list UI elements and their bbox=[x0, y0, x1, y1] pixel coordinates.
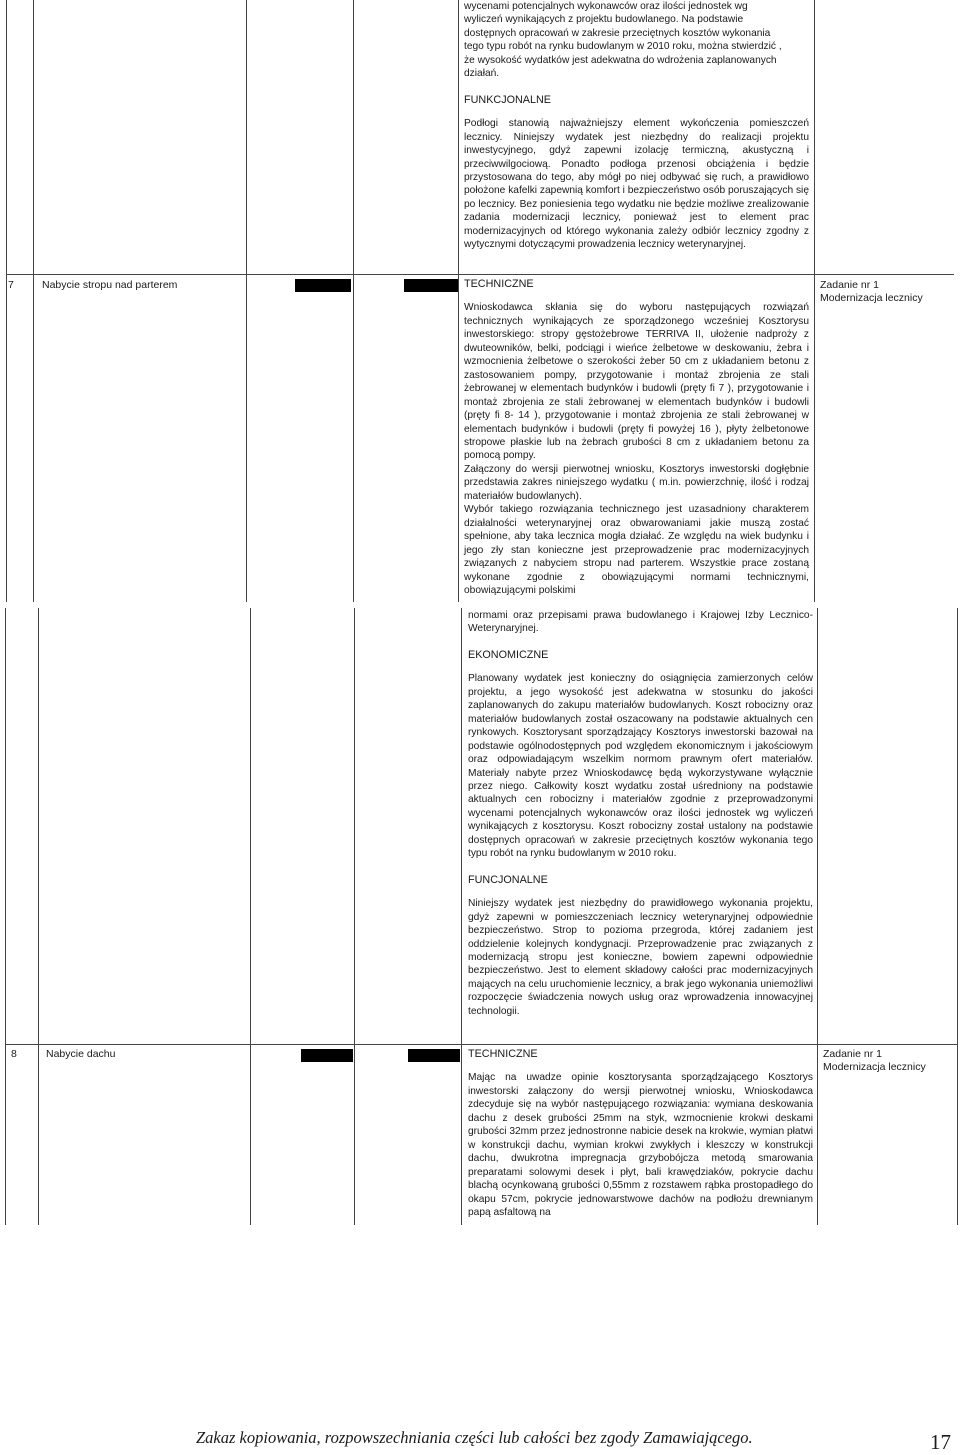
section-text: Wybór takiego rozwiązania technicznego jest uzasadniony charakterem działalności weterynaryjnej oraz obwarowaniami jakie muszą zostać spełnione, aby taka lecznica mogła działać. Ze względu na wiek budynku i jego zły stan konieczne jest przeprowadzenie prac modernizacyjnych związanych z nabyciem stropu nad parterem. Wszystkie prace zostaną wykonane zgodnie z obowiązującymi normami technicznymi, obowiązującymi polskimi bbox=[464, 504, 809, 596]
section-text: Wnioskodawca skłania się do wyboru następujących rozwiązań technicznych wynikających ze sporządzonego wcześniej Kosztorysu inwestorskiego: stropy gęstożebrowe TERRIVA II, ułożenie nadproży z dwuteowników, belki, podciągi i wieńce żelbetowe w deskowaniu, żebra i wzmocnienia żelbetowe o szerokości żeber 50 cm z układaniem betonu z zastosowaniem pompy, przygotowanie i montaż zbrojenia ze stali żebrowanej w elementach budynków i budowli (pręty fi 7 ), przygotowanie i montaż zbrojenia ze stali żebrowanej w elementach budynków i budowli (pręty fi 8- 14 ), przygotowanie i montaż zbrojenia ze stali żebrowanej w elementach budynków i budowli (pręty fi powyżej 16 ), płyty żelbetonowe stropowe płaskie lub na żebrach grubości 8 cm z układaniem betonu za pomocą pompy. bbox=[464, 302, 809, 462]
page-number: 17 bbox=[930, 1430, 951, 1454]
task-assignment bbox=[823, 1048, 926, 1074]
task-name: Modernizacja lecznicy bbox=[820, 292, 923, 304]
table-border bbox=[5, 608, 6, 1225]
row-number: 7 bbox=[8, 279, 14, 291]
text-line: dostępnych opracowań w zakresie przeciętnych kosztów wykonania bbox=[464, 27, 771, 39]
expense-name: Nabycie stropu nad parterem bbox=[42, 279, 178, 291]
top-fragment-text bbox=[464, 0, 809, 81]
table-border bbox=[957, 608, 958, 1225]
table-border bbox=[353, 0, 354, 602]
section-text: Podłogi stanowią najważniejszy element wykończenia pomieszczeń lecznicy. Niniejszy wydatek jest niezbędny do realizacji projektu inwestycyjnego, gdyż zapewni izolację termiczną, akustyczną i przeciwwilgociową. Ponadto podłoga przenosi obciążenia i będzie przystosowana do tego, aby mógł po niej odbywać się ruch, a prawidłowo położone kafelki zapewnią komfort i bezpieczeństwo osób poruszających się po lecznicy. Bez poniesienia tego wydatku nie będzie możliwe zrealizowanie zadania modernizacji lecznicy, ponieważ jest to element prac modernizacyjnych od którego wykonania zależy odbiór lecznicy zgodny z wytycznymi dotyczącymi prowadzenia lecznicy weterynaryjnej. bbox=[464, 118, 809, 251]
row7-description bbox=[464, 278, 809, 597]
redaction-bar bbox=[301, 1049, 353, 1062]
section-text: normami oraz przepisami prawa budowlanego i Krajowej Izby Lecznico-Weterynaryjnej. bbox=[468, 610, 813, 635]
redaction-bar bbox=[404, 279, 458, 292]
section-heading-funcjonalne: FUNCJONALNE bbox=[468, 873, 548, 886]
task-name: Modernizacja lecznicy bbox=[823, 1061, 926, 1073]
copyright-notice: Zakaz kopiowania, rozpowszechniania części lub całości bez zgody Zamawiającego. bbox=[196, 1428, 753, 1447]
row7-continued-description bbox=[468, 609, 813, 1018]
task-number: Zadanie nr 1 bbox=[823, 1048, 882, 1060]
section-heading-techniczne: TECHNICZNE bbox=[468, 1048, 538, 1060]
table-border bbox=[38, 608, 39, 1225]
text-line: wycenami potencjalnych wykonawców oraz ilości jednostek wg bbox=[464, 1, 748, 12]
table-border bbox=[246, 0, 247, 602]
row-separator bbox=[6, 274, 954, 275]
text-line: że wysokość wydatków jest adekwatna do wdrożenia zaplanowanych bbox=[464, 54, 777, 66]
table-border bbox=[458, 0, 459, 602]
top-fragment-description bbox=[464, 0, 809, 252]
text-line: działań. bbox=[464, 68, 500, 80]
section-text: Niniejszy wydatek jest niezbędny do prawidłowego wykonania projektu, gdyż zapewni w pomieszczeniach lecznicy weterynaryjnej odpowiednie bezpieczeństwo. Strop to pozioma przegroda, której zadaniem jest oddzielenie kolejnych kondygnacji. Przeprowadzenie prac związanych z modernizacją stropu jest konieczne, bowiem zapewni odpowiednie bezpieczeństwo. Jest to element składowy całości prac modernizacyjnych mających na celu uruchomienie lecznicy, a brak jego wykonania uniemożliwi rozpoczęcie świadczenia nowych usług oraz wprowadzenia innowacyjnej technologii. bbox=[468, 898, 813, 1017]
table-border bbox=[817, 608, 818, 1225]
table-border bbox=[33, 0, 34, 602]
row-separator bbox=[5, 1044, 957, 1045]
text-line: wyliczeń wynikających z projektu budowlanego. Na podstawie bbox=[464, 14, 744, 26]
redaction-bar bbox=[408, 1049, 460, 1062]
row8-description bbox=[468, 1048, 813, 1224]
row-number: 8 bbox=[11, 1048, 17, 1060]
task-assignment bbox=[820, 279, 923, 305]
task-number: Zadanie nr 1 bbox=[820, 279, 879, 291]
section-text: Mając na uwadze opinie kosztorysanta sporządzającego Kosztorys inwestorski załączony do wersji pierwotnej wniosku, Wnioskodawca zdecyduje się na wybór następującego rozwiązania: wymiana deskowania dachu z desek grubości 25mm na styk, wzmocnienie krokwi deskami grubości 32mm przez jednostronne nabicie desek na krokwie, wymian płatwi w konstrukcji dachu, wymian krokwi zwykłych i kleszczy w konstrukcji dachu, dwukrotna impregnacja grzybobójcza metodą smarowania preparatami solowymi desek i płyt, bali krawędziaków, pokrycie dachu blachą ocynkowaną grubości 0,55mm z rozstawem rąbka prostopadłego do okapu 57cm, pokrycie jednowarstwowe dachów na podłożu drewnianym papą asfaltową na bbox=[468, 1072, 813, 1218]
expense-name: Nabycie dachu bbox=[46, 1048, 116, 1060]
redaction-bar bbox=[295, 279, 351, 292]
table-border bbox=[6, 0, 7, 602]
section-text: Załączony do wersji pierwotnej wniosku, Kosztorys inwestorski dogłębnie przedstawia zakres niniejszego wydatku ( m.in. powierzchnię, ilość i rodzaj materiałów budowlanych). bbox=[464, 463, 809, 502]
table-border bbox=[814, 0, 815, 602]
section-heading-ekonomiczne: EKONOMICZNE bbox=[468, 648, 549, 661]
text-line: tego typu robót na rynku budowlanym w 2010 roku, można stwierdzić , bbox=[464, 41, 782, 53]
table-border bbox=[250, 608, 251, 1225]
section-heading-funkcjonalne: FUNKCJONALNE bbox=[464, 93, 551, 106]
section-text: Planowany wydatek jest konieczny do osiągnięcia zamierzonych celów projektu, a jego wysokość jest adekwatna w stosunku do jakości zaplanowanych do zakupu materiałów budowlanych. Koszt robocizny oraz materiałów budowlanych został oszacowany na podstawie aktualnych cen rynkowych. Kosztorysant sporządzający Kosztorys inwestorski bazował na podstawie ogólnodostępnych pod względem ekonomicznym i jakościowym oraz odpowiadającym wszelkim normom prawnym ofert materiałów. Materiały nabyte przez Wnioskodawcę będą wykorzystywane wyłącznie przez niego. Całkowity koszt wydatku został uśredniony na podstawie aktualnych cen robocizny i materiałów zgodnie z przeprowadzonymi wycenami potencjalnych wykonawców oraz ilości jednostek wg wyliczeń wynikających z kosztorysu. Koszt robocizny został ustalony na podstawie dostępnych opracowań w zakresie przeciętnych kosztów wykonania tego typu robót na rynku budowlanym w 2010 roku. bbox=[468, 673, 813, 860]
section-heading-techniczne: TECHNICZNE bbox=[464, 278, 534, 290]
table-border bbox=[354, 608, 355, 1225]
table-border bbox=[461, 608, 462, 1225]
